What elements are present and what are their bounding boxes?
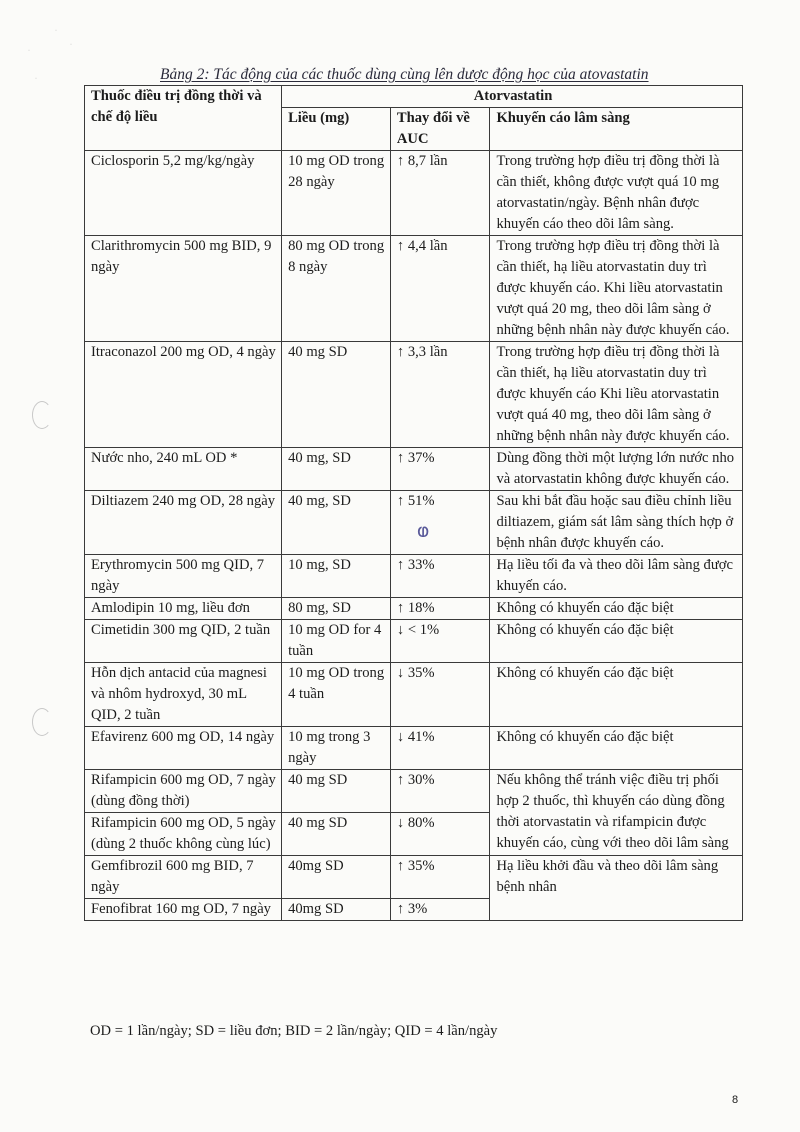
recommendation-cell: Trong trường hợp điều trị đồng thời là cần thiết, không được vượt quá 10 mg atorvastatin/ngày. Bệnh nhân được khuyến cáo theo dõi lâm sàng. <box>490 151 743 236</box>
drug-cell: Ciclosporin 5,2 mg/kg/ngày <box>85 151 282 236</box>
recommendation-cell-rifampicin: Nếu không thể tránh việc điều trị phối hợp 2 thuốc, thì khuyến cáo dùng đồng thời atorvastatin và rifampicin được khuyến cáo, cùng với theo dõi lâm sàng <box>490 770 743 856</box>
drug-cell: Nước nho, 240 mL OD * <box>85 448 282 491</box>
abbreviation-footnote: OD = 1 lần/ngày; SD = liều đơn; BID = 2 lần/ngày; QID = 4 lần/ngày <box>90 1023 498 1039</box>
table-row <box>85 236 743 342</box>
dose-cell: 10 mg OD trong 28 ngày <box>282 151 391 236</box>
dose-cell: 80 mg, SD <box>282 598 391 620</box>
auc-cell: ↑ 3,3 lần <box>390 342 490 448</box>
auc-cell: ↑ 18% <box>390 598 490 620</box>
recommendation-cell: Trong trường hợp điều trị đồng thời là cần thiết, hạ liều atorvastatin duy trì được khuyến cáo Khi liều atorvastatin vượt quá 40 mg, theo dõi lâm sàng ở những bệnh nhân này được khuyến cáo. <box>490 342 743 448</box>
drug-cell: Clarithromycin 500 mg BID, 9 ngày <box>85 236 282 342</box>
punch-hole-bottom <box>32 708 52 736</box>
table-row <box>85 448 743 491</box>
scan-speck: · <box>28 48 30 54</box>
drug-cell: Rifampicin 600 mg OD, 7 ngày (dùng đồng thời) <box>85 770 282 813</box>
recommendation-cell: Không có khuyến cáo đặc biệt <box>490 598 743 620</box>
drug-cell: Erythromycin 500 mg QID, 7 ngày <box>85 555 282 598</box>
table-row <box>85 598 743 620</box>
drug-cell: Hỗn dịch antacid của magnesi và nhôm hydroxyd, 30 mL QID, 2 tuần <box>85 663 282 727</box>
drug-cell: Fenofibrat 160 mg OD, 7 ngày <box>85 899 282 921</box>
auc-cell: ↑ 35% <box>390 856 490 899</box>
dose-cell: 40 mg SD <box>282 813 391 856</box>
table-row <box>85 727 743 770</box>
recommendation-cell: Trong trường hợp điều trị đồng thời là cần thiết, hạ liều atorvastatin duy trì được khuyến cáo. Khi liều atorvastatin vượt quá 20 mg, theo dõi lâm sàng ở những bệnh nhân này được khuyến cáo. <box>490 236 743 342</box>
drug-cell: Cimetidin 300 mg QID, 2 tuần <box>85 620 282 663</box>
drug-cell: Itraconazol 200 mg OD, 4 ngày <box>85 342 282 448</box>
recommendation-cell: Dùng đồng thời một lượng lớn nước nho và atorvastatin không được khuyến cáo. <box>490 448 743 491</box>
drug-interaction-table <box>84 85 743 921</box>
auc-cell: ↑ 37% <box>390 448 490 491</box>
dose-cell: 40 mg, SD <box>282 448 391 491</box>
dose-cell: 40 mg SD <box>282 342 391 448</box>
drug-cell: Rifampicin 600 mg OD, 5 ngày (dùng 2 thuốc không cùng lúc) <box>85 813 282 856</box>
table-row <box>85 770 743 813</box>
auc-cell: ↑ 4,4 lần <box>390 236 490 342</box>
table-row <box>85 663 743 727</box>
auc-cell: ↓ 41% <box>390 727 490 770</box>
recommendation-cell: Không có khuyến cáo đặc biệt <box>490 727 743 770</box>
page-number: 8 <box>732 1094 739 1106</box>
header-drug: Thuốc điều trị đồng thời và chế độ liều <box>85 86 282 151</box>
dose-cell: 40 mg SD <box>282 770 391 813</box>
dose-cell: 40mg SD <box>282 899 391 921</box>
dose-cell: 80 mg OD trong 8 ngày <box>282 236 391 342</box>
header-recommendation: Khuyến cáo lâm sàng <box>490 108 743 151</box>
header-atorvastatin: Atorvastatin <box>282 86 743 108</box>
auc-cell: ↑ 3% <box>390 899 490 921</box>
drug-cell: Gemfibrozil 600 mg BID, 7 ngày <box>85 856 282 899</box>
table-row <box>85 491 743 555</box>
table-row <box>85 555 743 598</box>
auc-cell: ↓ 35% <box>390 663 490 727</box>
table-row <box>85 151 743 236</box>
table-row <box>85 620 743 663</box>
dose-cell: 10 mg OD for 4 tuần <box>282 620 391 663</box>
table-row <box>85 856 743 899</box>
auc-cell: ↓ 80% <box>390 813 490 856</box>
auc-cell: ↓ < 1% <box>390 620 490 663</box>
drug-cell: Diltiazem 240 mg OD, 28 ngày <box>85 491 282 555</box>
drug-cell: Amlodipin 10 mg, liều đơn <box>85 598 282 620</box>
auc-value: ↑ 51% <box>396 493 435 509</box>
scan-speck: · <box>35 76 37 82</box>
recommendation-cell-fibrate: Hạ liều khởi đầu và theo dõi lâm sàng bệnh nhân <box>490 856 743 921</box>
table-row <box>85 342 743 448</box>
recommendation-cell: Sau khi bắt đầu hoặc sau điều chỉnh liều diltiazem, giám sát lâm sàng thích hợp ở bệnh nhân được khuyến cáo. <box>490 491 743 555</box>
auc-cell <box>390 491 490 555</box>
drug-cell: Efavirenz 600 mg OD, 14 ngày <box>85 727 282 770</box>
recommendation-cell: Không có khuyến cáo đặc biệt <box>490 663 743 727</box>
dose-cell: 10 mg, SD <box>282 555 391 598</box>
dose-cell: 10 mg OD trong 4 tuần <box>282 663 391 727</box>
table-caption: Bảng 2: Tác động của các thuốc dùng cùng lên dược động học của atovastatin <box>160 66 649 83</box>
dose-cell: 10 mg trong 3 ngày <box>282 727 391 770</box>
header-auc: Thay đổi về AUC <box>390 108 490 151</box>
scan-speck: · <box>55 28 57 34</box>
scan-speck: · <box>70 42 72 48</box>
handwritten-initials-icon: ⱷ <box>416 520 430 542</box>
recommendation-cell: Không có khuyến cáo đặc biệt <box>490 620 743 663</box>
table-header-row <box>85 86 743 108</box>
recommendation-cell: Hạ liều tối đa và theo dõi lâm sàng được khuyến cáo. <box>490 555 743 598</box>
punch-hole-top <box>32 401 52 429</box>
auc-cell: ↑ 33% <box>390 555 490 598</box>
dose-cell: 40mg SD <box>282 856 391 899</box>
dose-cell: 40 mg, SD <box>282 491 391 555</box>
auc-cell: ↑ 30% <box>390 770 490 813</box>
header-dose: Liều (mg) <box>282 108 391 151</box>
auc-cell: ↑ 8,7 lần <box>390 151 490 236</box>
